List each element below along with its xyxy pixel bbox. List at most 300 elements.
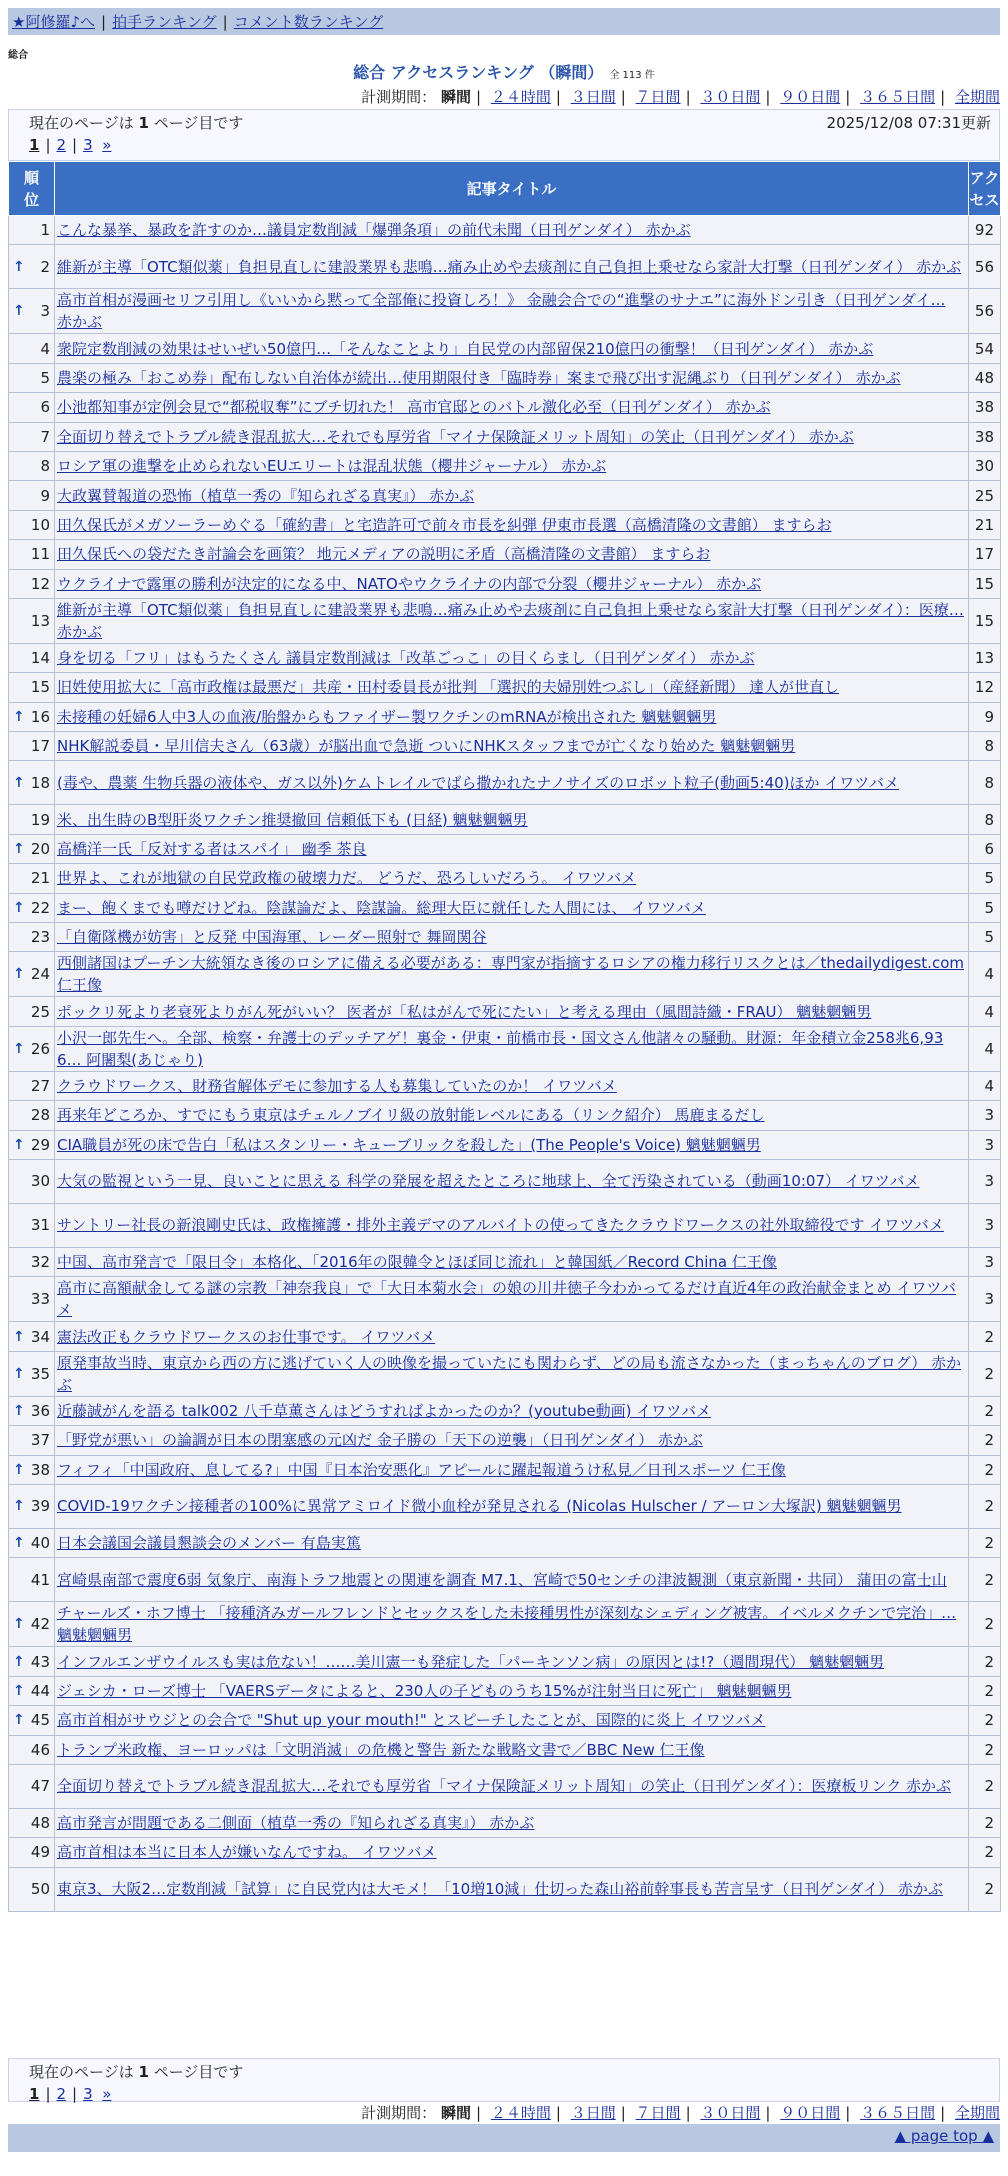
title-cell — [55, 1484, 969, 1528]
title-cell — [55, 334, 969, 363]
table-row — [9, 1647, 1001, 1676]
access-count: 2 — [969, 1455, 1001, 1484]
comment-ranking-link[interactable]: コメント数ランキング — [233, 13, 384, 31]
rank-cell — [9, 481, 55, 510]
title-cell — [55, 216, 969, 245]
table-row — [9, 1351, 1001, 1396]
table-row — [9, 834, 1001, 863]
article-title-link[interactable]: ウクライナで露軍の勝利が決定的になる中、NATOやウクライナの内部で分裂（櫻井ジャーナル） 赤かぶ — [57, 574, 762, 593]
rank-number: 29 — [30, 1135, 50, 1154]
access-count: 2 — [969, 1351, 1001, 1396]
article-title-link[interactable]: フィフィ「中国政府、息してる?」中国『日本治安悪化』アピールに躍起報道うけ私見／日刊スポーツ 仁王像 — [57, 1460, 786, 1479]
title-cell — [55, 1277, 969, 1322]
title-cell — [55, 1867, 969, 1911]
title-cell — [55, 997, 969, 1026]
rank-number: 1 — [40, 221, 50, 240]
page-2-link[interactable]: 2 — [56, 2085, 67, 2103]
table-row — [9, 1484, 1001, 1528]
rank-cell — [9, 1396, 55, 1425]
table-row — [9, 1247, 1001, 1276]
table-row — [9, 1396, 1001, 1425]
rank-number: 25 — [30, 1002, 50, 1021]
table-row — [9, 481, 1001, 510]
article-title-link[interactable]: チャールズ・ホフ博士 「接種済みガールフレンドとセックスをした未接種男性が深刻なシェディング被害。イベルメクチンで完治」… 魑魅魍魎男 — [57, 1604, 957, 1645]
table-row — [9, 1026, 1001, 1071]
rank-header-label: 順位 — [23, 168, 39, 209]
article-title-link[interactable]: (毒や、農薬 生物兵器の液体や、ガス以外)ケムトレイルでばら撒かれたナノサイズのロボット粒子(動画5:40)ほか イワツバメ — [57, 773, 899, 792]
access-count: 2 — [969, 1676, 1001, 1705]
table-row — [9, 1426, 1001, 1455]
table-row — [9, 1838, 1001, 1867]
rank-number: 8 — [40, 457, 50, 476]
title-cell — [55, 363, 969, 392]
bottom-bar — [8, 2124, 1000, 2152]
article-title-link[interactable]: 身を切る「フリ」はもうたくさん 議員定数削減は「改革ごっこ」の目くらまし（日刊ゲンダイ） 赤かぶ — [57, 649, 755, 668]
rank-cell — [9, 1558, 55, 1602]
title-cell — [55, 1838, 969, 1867]
article-title-link[interactable]: 旧姓使用拡大に「高市政権は最悪だ」共産・田村委員長が批判 「選択的夫婦別姓つぶし」（産経新聞） 達人が世直し — [57, 678, 840, 697]
updated-timestamp: 2025/12/08 07:31更新 — [826, 114, 991, 132]
period-24h-link[interactable]: ２４時間 — [490, 88, 551, 106]
rank-number: 14 — [30, 649, 50, 668]
table-row — [9, 952, 1001, 997]
period-30d-link[interactable]: ３０日間 — [700, 88, 761, 106]
rank-number: 9 — [40, 486, 50, 505]
table-row — [9, 598, 1001, 643]
period-365d-link[interactable]: ３６５日間 — [860, 88, 936, 106]
table-row — [9, 673, 1001, 702]
nav-separator: | — [101, 12, 107, 31]
table-row — [9, 893, 1001, 922]
article-title-link[interactable]: 世界よ、これが地獄の自民党政権の破壊力だ。 どうだ、恐ろしいだろう。 イワツバメ — [57, 869, 637, 888]
rank-up-arrow-icon: ↑ — [13, 1498, 25, 1515]
rank-up-arrow-icon: ↑ — [13, 899, 25, 916]
article-title-link[interactable]: 西側諸国はプーチン大統領なき後のロシアに備える必要がある：専門家が指摘するロシアの権力移行リスクとは／thedailydigest.com 仁王像 — [57, 954, 964, 995]
current-page-text: 現在のページは 1 ページ目です — [29, 114, 244, 132]
access-count: 38 — [969, 422, 1001, 451]
article-title-link[interactable]: 高橋洋一氏「反対する者はスパイ」 幽季 茶良 — [57, 840, 367, 859]
period-365d-link[interactable]: ３６５日間 — [860, 2104, 936, 2122]
title-cell — [55, 1351, 969, 1396]
table-row — [9, 1203, 1001, 1247]
title-cell — [55, 702, 969, 731]
article-title-link[interactable]: COVID-19ワクチン接種者の100%に異常アミロイド微小血栓が発見される (Nicolas Hulscher / アーロン大塚訳) 魑魅魍魎男 — [57, 1497, 902, 1516]
article-title-link[interactable]: クラウドワークス、財務省解体デモに参加する人も募集していたのか！ イワツバメ — [57, 1077, 617, 1095]
rank-up-arrow-icon: ↑ — [13, 1461, 25, 1478]
article-title-link[interactable]: 高市首相は本当に日本人が嫌いなんですね。 イワツバメ — [57, 1843, 437, 1862]
article-title-link[interactable]: CIA職員が死の床で告白「私はスタンリー・キューブリックを殺した」(The People's Voice) 魑魅魍魎男 — [57, 1135, 761, 1154]
rank-cell — [9, 1026, 55, 1071]
rank-cell — [9, 393, 55, 422]
rank-number: 19 — [30, 810, 50, 829]
table-row — [9, 569, 1001, 598]
access-count: 2 — [969, 1706, 1001, 1735]
rank-number: 49 — [30, 1843, 50, 1862]
period-30d-link[interactable]: ３０日間 — [700, 2104, 761, 2122]
access-count: 21 — [969, 510, 1001, 539]
table-row — [9, 1735, 1001, 1764]
article-title-link[interactable]: 全面切り替えでトラブル続き混乱拡大…それでも厚労省「マイナ保険証メリット周知」の笑止（日刊ゲンダイ）：医療板リンク 赤かぶ — [57, 1777, 951, 1796]
access-count: 92 — [969, 216, 1001, 245]
rank-cell — [9, 1130, 55, 1159]
total-count: 全 113 件 — [609, 70, 655, 81]
rank-cell — [9, 216, 55, 245]
rank-cell — [9, 510, 55, 539]
access-count: 2 — [969, 1764, 1001, 1808]
article-title-link[interactable]: サントリー社長の新浪剛史氏は、政権擁護・排外主義デマのアルバイトの使ってきたクラウドワークスの社外取締役です イワツバメ — [57, 1216, 944, 1235]
rank-cell — [9, 1426, 55, 1455]
next-page-link[interactable]: » — [102, 2085, 112, 2103]
title-cell — [55, 481, 969, 510]
rank-number: 35 — [30, 1364, 50, 1383]
rank-number: 47 — [30, 1777, 50, 1796]
rank-cell — [9, 1455, 55, 1484]
title-cell — [55, 1808, 969, 1837]
next-page-link[interactable]: » — [102, 136, 112, 154]
article-title-link[interactable]: 高市首相が漫画セリフ引用し《いいから黙って全部俺に投資しろ！》 金融会合での“進撃のサナエ”に海外ドン引き（日刊ゲンダイ… 赤かぶ — [57, 291, 946, 332]
rank-up-arrow-icon: ↑ — [13, 1040, 25, 1057]
rank-number: 42 — [30, 1615, 50, 1634]
rank-cell — [9, 1528, 55, 1557]
rank-cell — [9, 1351, 55, 1396]
article-title-link[interactable]: 米、出生時のB型肝炎ワクチン推奨撤回 信頼低下も (日経) 魑魅魍魎男 — [57, 810, 528, 829]
access-count: 2 — [969, 1484, 1001, 1528]
access-column-header — [969, 162, 1001, 216]
article-title-link[interactable]: 原発事故当時、東京から西の方に逃げていく人の映像を撮っていたにも関わらず、どの局も流さなかった（まっちゃんのブログ） 赤かぶ — [57, 1353, 962, 1394]
access-count: 8 — [969, 732, 1001, 761]
current-page-text: 現在のページは 1 ページ目です — [29, 2063, 244, 2081]
rank-number: 2 — [40, 257, 50, 276]
rank-cell — [9, 1484, 55, 1528]
article-title-link[interactable]: こんな暴挙、暴政を許すのか…議員定数削減「爆弾条項」の前代未聞（日刊ゲンダイ） 赤かぶ — [57, 221, 691, 240]
paging-box-top — [8, 109, 1000, 161]
access-count: 15 — [969, 569, 1001, 598]
rank-cell — [9, 1159, 55, 1203]
period-3d-link[interactable]: ３日間 — [570, 2104, 616, 2122]
title-cell — [55, 1528, 969, 1557]
title-cell — [55, 1322, 969, 1351]
page-2-link[interactable]: 2 — [56, 136, 67, 154]
rank-up-arrow-icon: ↑ — [13, 1682, 25, 1699]
rank-cell — [9, 805, 55, 834]
period-7d-link[interactable]: ７日間 — [635, 2104, 681, 2122]
rank-up-arrow-icon: ↑ — [13, 1365, 25, 1382]
period-current: 瞬間 — [440, 88, 471, 106]
rank-cell — [9, 1647, 55, 1676]
rank-number: 34 — [30, 1327, 50, 1346]
access-count: 17 — [969, 540, 1001, 569]
title-cell — [55, 864, 969, 893]
access-count: 2 — [969, 1838, 1001, 1867]
rank-number: 28 — [30, 1106, 50, 1125]
period-90d-link[interactable]: ９０日間 — [780, 2104, 841, 2122]
title-cell — [55, 805, 969, 834]
rank-up-arrow-icon: ↑ — [13, 1136, 25, 1153]
rank-up-arrow-icon: ↑ — [13, 1402, 25, 1419]
rank-number: 21 — [30, 869, 50, 888]
table-row — [9, 1322, 1001, 1351]
table-row — [9, 761, 1001, 805]
access-count: 2 — [969, 1558, 1001, 1602]
article-title-link[interactable]: 維新が主導「OTC類似薬」負担見直しに建設業界も悲鳴…痛み止めや去痰剤に自己負担上乗せなら家計大打撃（日刊ゲンダイ）：医療… 赤かぶ — [57, 600, 964, 641]
rank-cell — [9, 702, 55, 731]
access-count: 56 — [969, 289, 1001, 334]
page-top-link[interactable]: ▲ page top ▲ — [894, 2127, 994, 2145]
title-cell — [55, 1159, 969, 1203]
access-count: 3 — [969, 1101, 1001, 1130]
article-title-link[interactable]: 中国、高市発言で「限日令」本格化、「2016年の限韓令とほぼ同じ流れ」と韓国紙／Record China 仁王像 — [57, 1253, 777, 1272]
page-1-current: 1 — [29, 2085, 40, 2103]
rank-number: 5 — [40, 368, 50, 387]
rank-cell — [9, 363, 55, 392]
table-row — [9, 422, 1001, 451]
page-title — [0, 60, 1008, 83]
table-row — [9, 510, 1001, 539]
article-title-link[interactable]: ジェシカ・ローズ博士 「VAERSデータによると、230人の子どものうち15%が注射当日に死亡」 魑魅魍魎男 — [57, 1681, 792, 1700]
rank-number: 36 — [30, 1401, 50, 1420]
rank-number: 6 — [40, 398, 50, 417]
page-3-link[interactable]: 3 — [83, 2085, 93, 2103]
rank-number: 4 — [40, 339, 50, 358]
title-cell — [55, 1130, 969, 1159]
access-count: 2 — [969, 1602, 1001, 1647]
rank-number: 22 — [30, 898, 50, 917]
rank-cell — [9, 1808, 55, 1837]
article-title-link[interactable]: 再来年どころか、すでにもう東京はチェルノブイリ級の放射能レベルにある（リンク紹介） 馬鹿まるだし — [57, 1106, 765, 1125]
rank-number: 37 — [30, 1431, 50, 1450]
access-count: 2 — [969, 1735, 1001, 1764]
access-count: 2 — [969, 1647, 1001, 1676]
rank-number: 24 — [30, 965, 50, 984]
table-row — [9, 1764, 1001, 1808]
article-title-link[interactable]: 憲法改正もクラウドワークスのお仕事です。 イワツバメ — [57, 1327, 436, 1346]
access-count: 15 — [969, 598, 1001, 643]
article-title-link[interactable]: 大政翼賛報道の恐怖（植草一秀の『知られざる真実』） 赤かぶ — [57, 486, 475, 505]
rank-up-arrow-icon: ↑ — [13, 1328, 25, 1345]
rank-up-arrow-icon: ↑ — [13, 303, 25, 320]
access-count: 4 — [969, 1026, 1001, 1071]
rank-cell — [9, 1203, 55, 1247]
paging-box-bottom — [8, 2058, 1000, 2102]
table-row — [9, 1867, 1001, 1911]
period-label: 計測期間： — [361, 2104, 437, 2122]
table-row — [9, 864, 1001, 893]
rank-up-arrow-icon: ↑ — [13, 708, 25, 725]
article-title-link[interactable]: 農楽の極み「おこめ券」配布しない自治体が続出…使用期限付き「臨時券」案まで飛び出す泥縄ぶり（日刊ゲンダイ） 赤かぶ — [57, 368, 901, 387]
access-count: 4 — [969, 997, 1001, 1026]
title-cell — [55, 510, 969, 539]
access-count: 9 — [969, 702, 1001, 731]
rank-cell — [9, 643, 55, 672]
access-count: 12 — [969, 673, 1001, 702]
table-row — [9, 1558, 1001, 1602]
article-title-link[interactable]: 維新が主導「OTC類似薬」負担見直しに建設業界も悲鳴…痛み止めや去痰剤に自己負担上乗せなら家計大打撃（日刊ゲンダイ） 赤かぶ — [57, 257, 962, 276]
rank-up-arrow-icon: ↑ — [13, 774, 25, 791]
title-cell — [55, 289, 969, 334]
article-title-link[interactable]: インフルエンザウイルスも実は危ない！……美川憲一も発症した「パーキンソン病」の原因とは!?（週間現代） 魑魅魍魎男 — [57, 1652, 885, 1671]
rank-cell — [9, 893, 55, 922]
rank-cell — [9, 451, 55, 480]
rank-cell — [9, 923, 55, 952]
clap-ranking-link[interactable]: 拍手ランキング — [112, 13, 217, 31]
rank-number: 27 — [30, 1077, 50, 1095]
rank-cell — [9, 422, 55, 451]
rank-cell — [9, 1838, 55, 1867]
access-count: 2 — [969, 1867, 1001, 1911]
access-count: 13 — [969, 643, 1001, 672]
article-title-link[interactable]: 東京3、大阪2…定数削減「試算」に自民党内は大モメ！「10増10減」仕切った森山裕前幹事長も苦言呈す（日刊ゲンダイ） 赤かぶ — [57, 1880, 943, 1899]
table-row — [9, 245, 1001, 289]
title-cell — [55, 761, 969, 805]
period-all-link[interactable]: 全期間 — [954, 2104, 1000, 2122]
period-all-link[interactable]: 全期間 — [954, 88, 1000, 106]
rank-up-arrow-icon: ↑ — [13, 1616, 25, 1633]
rank-cell — [9, 540, 55, 569]
rank-number: 43 — [30, 1652, 50, 1671]
period-7d-link[interactable]: ７日間 — [635, 88, 681, 106]
table-row — [9, 334, 1001, 363]
rank-cell — [9, 1071, 55, 1100]
table-row — [9, 997, 1001, 1026]
article-title-link[interactable]: 宮崎県南部で震度6弱 気象庁、南海トラフ地震との関連を調査 M7.1、宮崎で50センチの津波観測（東京新聞・共同） 蒲田の富士山 — [57, 1570, 947, 1589]
nav-separator: | — [222, 12, 228, 31]
period-90d-link[interactable]: ９０日間 — [780, 88, 841, 106]
title-cell — [55, 1764, 969, 1808]
title-cell — [55, 834, 969, 863]
article-title-link[interactable]: ロシア軍の進撃を止められないEUエリートは混乱状態（櫻井ジャーナル） 赤かぶ — [57, 457, 607, 476]
rank-up-arrow-icon: ↑ — [13, 1712, 25, 1729]
table-header-row — [9, 162, 1001, 216]
access-count: 30 — [969, 451, 1001, 480]
table-row — [9, 1808, 1001, 1837]
rank-number: 40 — [30, 1534, 50, 1553]
rank-cell — [9, 598, 55, 643]
table-row — [9, 1676, 1001, 1705]
article-title-link[interactable]: トランプ米政権、ヨーロッパは「文明消滅」の危機と警告 新たな戦略文書で／BBC New 仁王像 — [57, 1740, 705, 1759]
rank-number: 17 — [30, 737, 50, 756]
article-title-link[interactable]: 高市に高額献金してる謎の宗教「神奈我良」で「大日本菊水会」の娘の川井徳子今わかってるだけ直近4年の政治献金まとめ イワツバメ — [57, 1279, 957, 1320]
table-row — [9, 1455, 1001, 1484]
table-row — [9, 1159, 1001, 1203]
title-cell — [55, 1396, 969, 1425]
article-title-link[interactable]: 高市発言が問題である二側面（植草一秀の『知られざる真実』） 赤かぶ — [57, 1814, 535, 1833]
pagination: 1 | 2 | 3 » — [29, 136, 112, 154]
page-3-link[interactable]: 3 — [83, 136, 93, 154]
home-link[interactable]: ★阿修羅♪へ — [12, 13, 96, 31]
title-cell — [55, 1071, 969, 1100]
rank-number: 26 — [30, 1039, 50, 1058]
access-count: 38 — [969, 393, 1001, 422]
article-title-link[interactable]: ポックリ死より老衰死よりがん死がいい？ 医者が「私はがんで死にたい」と考える理由（風間詩織・FRAU） 魑魅魍魎男 — [57, 1002, 872, 1021]
title-cell — [55, 451, 969, 480]
table-row — [9, 923, 1001, 952]
period-24h-link[interactable]: ２４時間 — [490, 2104, 551, 2122]
rank-cell — [9, 1602, 55, 1647]
article-title-link[interactable]: 田久保氏への袋だたき討論会を画策？ 地元メディアの説明に矛盾（高橋清隆の文書館） ますらお — [57, 545, 711, 564]
rank-cell — [9, 952, 55, 997]
access-count: 5 — [969, 893, 1001, 922]
rank-number: 46 — [30, 1740, 50, 1759]
access-count: 5 — [969, 864, 1001, 893]
rank-cell — [9, 1764, 55, 1808]
rank-up-arrow-icon: ↑ — [13, 258, 25, 275]
article-title-link[interactable]: 「野党が悪い」の論調が日本の閉塞感の元凶だ 金子勝の「天下の逆襲」（日刊ゲンダイ） 赤かぶ — [57, 1431, 703, 1450]
rank-number: 12 — [30, 574, 50, 593]
article-title-link[interactable]: 田久保氏がメガソーラーめぐる「確約書」と宅造許可で前々市長を糾弾 伊東市長選（高橋清隆の文書館） ますらお — [57, 515, 832, 534]
period-current: 瞬間 — [440, 2104, 471, 2122]
article-title-link[interactable]: 全面切り替えでトラブル続き混乱拡大…それでも厚労省「マイナ保険証メリット周知」の笑止（日刊ゲンダイ） 赤かぶ — [57, 427, 854, 446]
rank-number: 7 — [40, 427, 50, 446]
access-count: 2 — [969, 1528, 1001, 1557]
period-3d-link[interactable]: ３日間 — [570, 88, 616, 106]
access-count: 3 — [969, 1203, 1001, 1247]
title-cell — [55, 643, 969, 672]
rank-up-arrow-icon: ↑ — [13, 841, 25, 858]
access-count: 3 — [969, 1277, 1001, 1322]
article-title-link[interactable]: NHK解説委員・早川信夫さん（63歳）が脳出血で急逝 ついにNHKスタッフまでが亡くなり始めた 魑魅魍魎男 — [57, 737, 796, 756]
rank-number: 31 — [30, 1216, 50, 1235]
table-row — [9, 451, 1001, 480]
access-count: 8 — [969, 761, 1001, 805]
rank-cell — [9, 569, 55, 598]
rank-number: 41 — [30, 1570, 50, 1589]
period-selector-top: 計測期間： 瞬間 | ２４時間 | ３日間 | ７日間 | ３０日間 | ９０日間 | ３６５日間 | 全期間 — [361, 88, 1000, 106]
article-title-link[interactable]: 近藤誠がんを語る talk002 八千草薫さんはどうすればよかったのか？(youtube動画) イワツバメ — [57, 1401, 711, 1420]
title-cell — [55, 1247, 969, 1276]
rank-number: 10 — [30, 515, 50, 534]
rank-number: 48 — [30, 1814, 50, 1833]
title-cell — [55, 540, 969, 569]
access-count: 2 — [969, 1426, 1001, 1455]
article-title-link[interactable]: 小沢一郎先生へ。全部、検察・弁護士のデッチアゲ！裏金・伊東・前橋市長・国文さん他諸々の騒動。財源：年金積立金258兆6,936… 阿闍梨(あじゃり) — [57, 1028, 944, 1069]
rank-cell — [9, 997, 55, 1026]
rank-cell — [9, 1101, 55, 1130]
access-count: 54 — [969, 334, 1001, 363]
title-cell — [55, 1735, 969, 1764]
title-cell — [55, 923, 969, 952]
rank-number: 32 — [30, 1253, 50, 1272]
rank-cell — [9, 245, 55, 289]
access-count: 6 — [969, 834, 1001, 863]
top-nav-bar — [8, 8, 1000, 35]
article-title-link[interactable]: 高市首相がサウジとの会合で "Shut up your mouth!" とスピーチしたことが、国際的に炎上 イワツバメ — [57, 1711, 766, 1730]
page-1-current: 1 — [29, 136, 40, 154]
rank-number: 38 — [30, 1460, 50, 1479]
article-title-link[interactable]: 大気の監視という一見、良いことに思える 科学の発展を超えたところに地球上、全て汚染されている（動画10:07） イワツバメ — [57, 1172, 920, 1191]
access-count: 2 — [969, 1322, 1001, 1351]
article-title-link[interactable]: 未接種の妊婦6人中3人の血液/胎盤からもファイザー製ワクチンのmRNAが検出された 魑魅魍魎男 — [57, 707, 717, 726]
article-title-link[interactable]: 小池都知事が定例会見で“都税収奪”にブチ切れた！ 高市官邸とのバトル激化必至（日刊ゲンダイ） 赤かぶ — [57, 398, 771, 417]
rank-cell — [9, 732, 55, 761]
title-cell — [55, 1026, 969, 1071]
rank-number: 30 — [30, 1172, 50, 1191]
period-selector-bottom: 計測期間： 瞬間 | ２４時間 | ３日間 | ７日間 | ３０日間 | ９０日間 | ３６５日間 | 全期間 — [361, 2104, 1000, 2122]
table-row — [9, 1071, 1001, 1100]
article-title-link[interactable]: まー、飽くまでも噂だけどね。陰謀論だよ、陰謀論。総理大臣に就任した人間には、 イワツバメ — [57, 898, 706, 917]
article-title-link[interactable]: 衆院定数削減の効果はせいぜい50億円…「そんなことより」自民党の内部留保210億円の衝撃！（日刊ゲンダイ） 赤かぶ — [57, 339, 874, 358]
article-title-link[interactable]: 「自衛隊機が妨害」と反発 中国海軍、レーダー照射で 舞岡関谷 — [57, 928, 487, 947]
rank-cell — [9, 1735, 55, 1764]
rank-cell — [9, 1676, 55, 1705]
rank-up-arrow-icon: ↑ — [13, 1535, 25, 1552]
rank-up-arrow-icon: ↑ — [13, 966, 25, 983]
title-cell — [55, 1676, 969, 1705]
article-title-link[interactable]: 日本会議国会議員懇談会のメンバー 有島実篤 — [57, 1534, 361, 1553]
rank-number: 11 — [30, 545, 50, 564]
table-row — [9, 1277, 1001, 1322]
rank-up-arrow-icon: ↑ — [13, 1653, 25, 1670]
access-count: 2 — [969, 1396, 1001, 1425]
